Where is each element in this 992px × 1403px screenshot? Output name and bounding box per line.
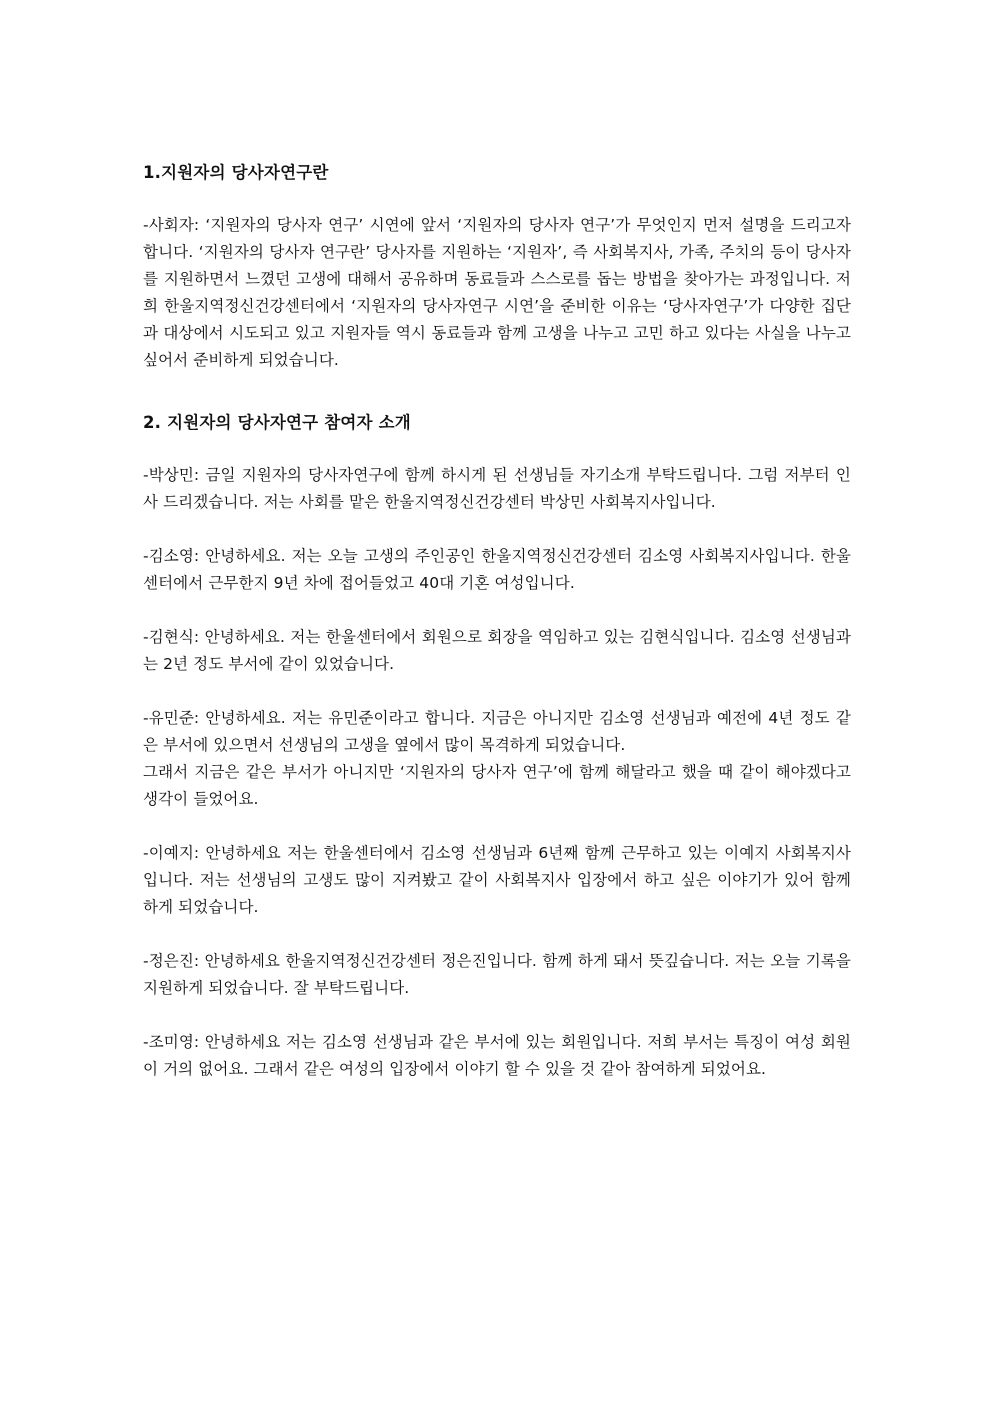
paragraph-lee-yeji: -이예지: 안녕하세요 저는 한울센터에서 김소영 선생님과 6년째 함께 근무하고 있는 이예지 사회복지사입니다. 저는 선생님의 고생도 많이 지켜봤고 같이 사회복지사 입장에서 하고 싶은 이야기가 있어 함께 하게 되었습니다.	[143, 844, 851, 916]
paragraph-park-sangmin: -박상민: 금일 지원자의 당사자연구에 함께 하시게 된 선생님들 자기소개 부탁드립니다. 그럼 저부터 인사 드리겠습니다. 저는 사회를 맡은 한울지역정신건강센터 박상민 사회복지사입니다.	[143, 466, 851, 511]
paragraph-yu-minjun-continued: 그래서 지금은 같은 부서가 아니지만 ‘지원자의 당사자 연구’에 함께 해달라고 했을 때 같이 해야겠다고 생각이 들었어요.	[143, 763, 851, 808]
paragraph-jung-eunjin: -정은진: 안녕하세요 한울지역정신건강센터 정은진입니다. 함께 하게 돼서 뜻깊습니다. 저는 오늘 기록을 지원하게 되었습니다. 잘 부탁드립니다.	[143, 952, 851, 997]
paragraph-kim-hyunsik: -김현식: 안녕하세요. 저는 한울센터에서 회원으로 회장을 역임하고 있는 김현식입니다. 김소영 선생님과는 2년 정도 부서에 같이 있었습니다.	[143, 628, 851, 673]
document-page	[143, 158, 851, 1083]
paragraph-yu-minjun: -유민준: 안녕하세요. 저는 유민준이라고 합니다. 지금은 아니지만 김소영 선생님과 예전에 4년 정도 같은 부서에 있으면서 선생님의 고생을 옆에서 많이 목격하게 되었습니다.	[143, 709, 851, 754]
section-heading-2: 2. 지원자의 당사자연구 참여자 소개	[143, 413, 411, 432]
paragraph-jo-miyoung: -조미영: 안녕하세요 저는 김소영 선생님과 같은 부서에 있는 회원입니다. 저희 부서는 특징이 여성 회원이 거의 없어요. 그래서 같은 여성의 입장에서 이야기 할 수 있을 것 같아 참여하게 되었어요.	[143, 1033, 851, 1078]
paragraph-kim-soyoung: -김소영: 안녕하세요. 저는 오늘 고생의 주인공인 한울지역정신건강센터 김소영 사회복지사입니다. 한울센터에서 근무한지 9년 차에 접어들었고 40대 기혼 여성입니다.	[143, 547, 851, 592]
paragraph-moderator-intro: -사회자: ‘지원자의 당사자 연구’ 시연에 앞서 ‘지원자의 당사자 연구’가 무엇인지 먼저 설명을 드리고자 합니다. ‘지원자의 당사자 연구란’ 당사자를 지원하는 ‘지원자’, 즉 사회복지사, 가족, 주치의 등이 당사자를 지원하면서 느꼈던 고생에 대해서 공유하며 동료들과 스스로를 돕는 방법을 찾아가는 과정입니다. 저희 한울지역정신건강센터에서 ‘지원자의 당사자연구 시연’을 준비한 이유는 ‘당사자연구’가 다양한 집단과 대상에서 시도되고 있고 지원자들 역시 동료들과 함께 고생을 나누고 고민 하고 있다는 사실을 나누고 싶어서 준비하게 되었습니다.	[143, 216, 851, 369]
section-heading-1: 1.지원자의 당사자연구란	[143, 163, 329, 182]
